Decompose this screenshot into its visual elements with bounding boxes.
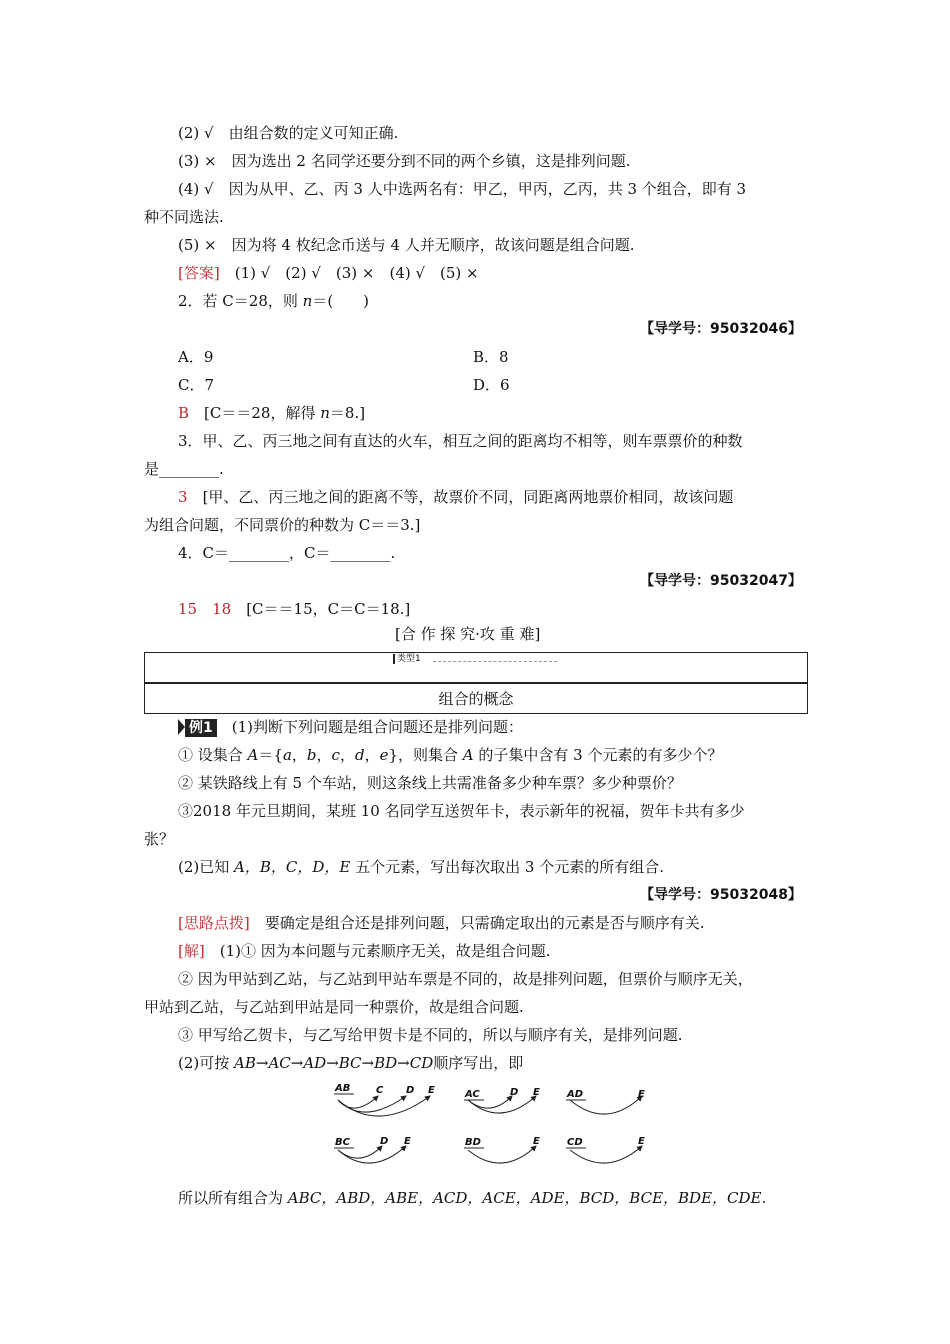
example-q1-3-cont: 张？ bbox=[144, 830, 175, 848]
label-cd: CD bbox=[567, 1137, 583, 1148]
example-q1-2: ② 某铁路线上有 5 个车站，则这条线上共需准备多少种车票？多少种票价？ bbox=[178, 774, 682, 792]
example-q1-3: ③2018 年元旦期间，某班 10 名同学互送贺年卡，表示新年的祝福，贺年卡共有多少 bbox=[178, 802, 745, 820]
guide-number: 【导学号：95032048】 bbox=[640, 887, 802, 903]
example-q1-1 bbox=[178, 745, 722, 765]
q1-line-3 bbox=[178, 151, 630, 171]
answer-tag: [答案] bbox=[178, 264, 220, 282]
label-e: E bbox=[404, 1136, 411, 1147]
q2-stem bbox=[178, 291, 369, 311]
solution-text: (1)① 因为本问题与元素顺序无关，故是组合问题. bbox=[219, 942, 551, 960]
solution-3: ③ 甲写给乙贺卡，与乙写给甲贺卡是不同的，所以与顺序有关，是排列问题. bbox=[178, 1026, 683, 1044]
var: A bbox=[247, 746, 259, 764]
item-number: (3) bbox=[178, 152, 200, 170]
label-e: E bbox=[533, 1136, 540, 1147]
type-box-bottom bbox=[144, 682, 808, 714]
hint bbox=[178, 913, 705, 933]
guide-number: 【导学号：95032047】 bbox=[640, 573, 802, 589]
item-number: (5) bbox=[178, 236, 200, 254]
combination-list: ABC，ABD，ABE，ACD，ACE，ADE，BCD，BCE，BDE，CDE. bbox=[287, 1189, 767, 1207]
solution-2: ② 因为甲站到乙站，与乙站到甲站车票是不同的，故是排列问题，但票价与顺序无关， bbox=[178, 970, 753, 988]
label-c: C bbox=[376, 1085, 384, 1096]
text: (2)已知 bbox=[178, 858, 235, 876]
example-q2 bbox=[178, 857, 664, 877]
final-answer bbox=[178, 1188, 766, 1208]
q1-answer bbox=[178, 263, 479, 283]
text: ， bbox=[364, 746, 380, 764]
option-b: B．8 bbox=[473, 348, 509, 366]
stem-text: ＝( ) bbox=[312, 292, 370, 310]
text: ， bbox=[291, 746, 307, 764]
label-ab: AB bbox=[335, 1083, 351, 1094]
guide-number: 【导学号：95032046】 bbox=[640, 321, 802, 337]
var: a bbox=[282, 746, 292, 764]
arc-ab-e bbox=[338, 1096, 430, 1116]
item-text: 由组合数的定义可知正确. bbox=[228, 124, 399, 142]
answer-value: 15 18 bbox=[178, 600, 232, 618]
item-text: 因为选出 2 名同学还要分到不同的两个乡镇，这是排列问题. bbox=[231, 152, 631, 170]
q1-line-2 bbox=[178, 123, 398, 143]
solution-text: ＝8.] bbox=[329, 404, 366, 422]
text: (2)可按 bbox=[178, 1054, 235, 1072]
triangle-icon bbox=[178, 719, 185, 735]
answer-text: (1) √ (2) √ (3) × (4) √ (5) × bbox=[234, 264, 479, 282]
var: c bbox=[331, 746, 340, 764]
item-text: 因为从甲、乙、丙 3 人中选两名有：甲乙，甲丙，乙丙，共 3 个组合，即有 3 bbox=[228, 180, 747, 198]
option-a: A．9 bbox=[178, 348, 214, 366]
tag-divider bbox=[433, 661, 557, 662]
text: ， bbox=[316, 746, 332, 764]
answer-letter: B bbox=[178, 404, 190, 422]
q3-stem-cont: 是________. bbox=[144, 460, 224, 478]
q4-stem: 4．C＝________，C＝________. bbox=[178, 544, 396, 562]
arc-cd-e bbox=[570, 1146, 642, 1163]
cross-mark: × bbox=[204, 236, 217, 254]
text: 顺序写出，即 bbox=[433, 1054, 524, 1072]
sequence: AB→AC→AD→BC→BD→CD bbox=[234, 1054, 434, 1072]
var: b bbox=[306, 746, 317, 764]
label-e: E bbox=[638, 1136, 645, 1147]
label-e: E bbox=[533, 1087, 540, 1098]
q2-solution bbox=[178, 403, 365, 423]
option-d: D．6 bbox=[473, 376, 510, 394]
hint-tag: [思路点拨] bbox=[178, 914, 250, 932]
option-c: C．7 bbox=[178, 376, 215, 394]
arc-ab-d bbox=[338, 1096, 406, 1112]
arc-bd-e bbox=[468, 1146, 536, 1163]
label-d: D bbox=[380, 1136, 389, 1147]
label-d: D bbox=[406, 1085, 415, 1096]
arc-bc-e bbox=[338, 1146, 406, 1163]
solution-4 bbox=[178, 1053, 523, 1073]
arc-ab-c bbox=[338, 1096, 378, 1108]
text: 五个元素，写出每次取出 3 个元素的所有组合. bbox=[350, 858, 664, 876]
q3-solution-cont: 为组合问题，不同票价的种数为 C＝＝3.] bbox=[144, 516, 421, 534]
text: ＝{ bbox=[258, 746, 283, 764]
solution-2-cont: 甲站到乙站，与乙站到甲站是同一种票价，故是组合问题. bbox=[144, 998, 524, 1016]
type-box-top bbox=[144, 652, 808, 684]
label-d: D bbox=[510, 1087, 519, 1098]
var: A，B，C，D，E bbox=[234, 858, 351, 876]
example-text: (1)判断下列问题是组合问题还是排列问题： bbox=[231, 718, 524, 736]
item-number: (2) bbox=[178, 124, 200, 142]
q3-solution bbox=[178, 487, 733, 507]
label-e: E bbox=[428, 1085, 435, 1096]
stem-text: 2．若 C＝28，则 bbox=[178, 292, 303, 310]
q1-line-4 bbox=[178, 179, 746, 199]
label-bc: BC bbox=[335, 1137, 350, 1148]
text: }，则集合 bbox=[388, 746, 463, 764]
variable-n: n bbox=[320, 404, 330, 422]
section-title: [合 作 探 究·攻 重 难] bbox=[395, 625, 541, 643]
solution-text: [甲、乙、丙三地之间的距离不等，故票价不同，同距离两地票价相同，故该问题 bbox=[202, 488, 734, 506]
type-tag: 类型1 bbox=[393, 654, 423, 664]
type-subtitle: 组合的概念 bbox=[438, 690, 514, 708]
text: ， bbox=[339, 746, 355, 764]
var: A bbox=[462, 746, 474, 764]
answer-value: 3 bbox=[178, 488, 188, 506]
q4-solution bbox=[178, 599, 410, 619]
label-bd: BD bbox=[465, 1137, 481, 1148]
check-mark: √ bbox=[204, 124, 214, 142]
cross-mark: × bbox=[204, 152, 217, 170]
text: 所以所有组合为 bbox=[178, 1189, 288, 1207]
q1-line-4-cont: 种不同选法. bbox=[144, 208, 224, 226]
combination-diagram bbox=[330, 1078, 670, 1178]
label-ad: AD bbox=[567, 1089, 584, 1100]
label-e: E bbox=[638, 1089, 645, 1100]
example-intro bbox=[178, 717, 523, 737]
text: ① 设集合 bbox=[178, 746, 248, 764]
example-badge: 例1 bbox=[185, 719, 217, 737]
solution-text: [C＝＝28，解得 bbox=[204, 404, 321, 422]
q1-line-5 bbox=[178, 235, 635, 255]
variable-n: n bbox=[302, 292, 313, 310]
q3-stem: 3．甲、乙、丙三地之间有直达的火车，相互之间的距离均不相等，则车票票价的种数 bbox=[178, 432, 743, 450]
solution-text: [C＝＝15，C＝C＝18.] bbox=[246, 600, 411, 618]
label-ac: AC bbox=[465, 1089, 480, 1100]
solution-1 bbox=[178, 941, 551, 961]
var: d bbox=[354, 746, 365, 764]
hint-text: 要确定是组合还是排列问题，只需确定取出的元素是否与顺序有关. bbox=[264, 914, 705, 932]
var: e bbox=[379, 746, 389, 764]
item-number: (4) bbox=[178, 180, 200, 198]
solution-tag: [解] bbox=[178, 942, 205, 960]
item-text: 因为将 4 枚纪念币送与 4 人并无顺序，故该问题是组合问题. bbox=[231, 236, 635, 254]
check-mark: √ bbox=[204, 180, 214, 198]
text: 的子集中含有 3 个元素的有多少个？ bbox=[473, 746, 723, 764]
